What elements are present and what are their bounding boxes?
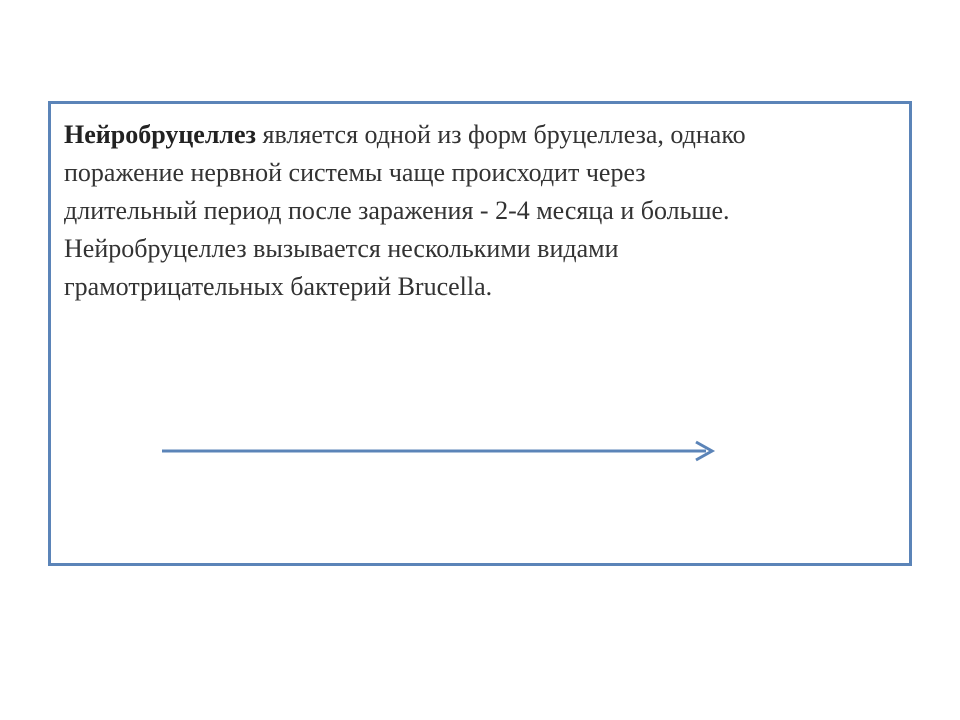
body-paragraph xyxy=(64,116,909,306)
text-frame xyxy=(48,101,912,566)
line-4: Нейробруцеллез вызывается несколькими видами xyxy=(64,234,619,263)
term-bold: Нейробруцеллез xyxy=(64,120,257,149)
right-arrow-icon xyxy=(160,438,720,464)
line-1-rest: является одной из форм бруцеллеза, однако xyxy=(256,120,746,149)
line-2: поражение нервной системы чаще происходит через xyxy=(64,158,646,187)
line-3: длительный период после заражения - 2-4 месяца и больше. xyxy=(64,196,730,225)
line-5: грамотрицательных бактерий Brucella. xyxy=(64,272,493,301)
